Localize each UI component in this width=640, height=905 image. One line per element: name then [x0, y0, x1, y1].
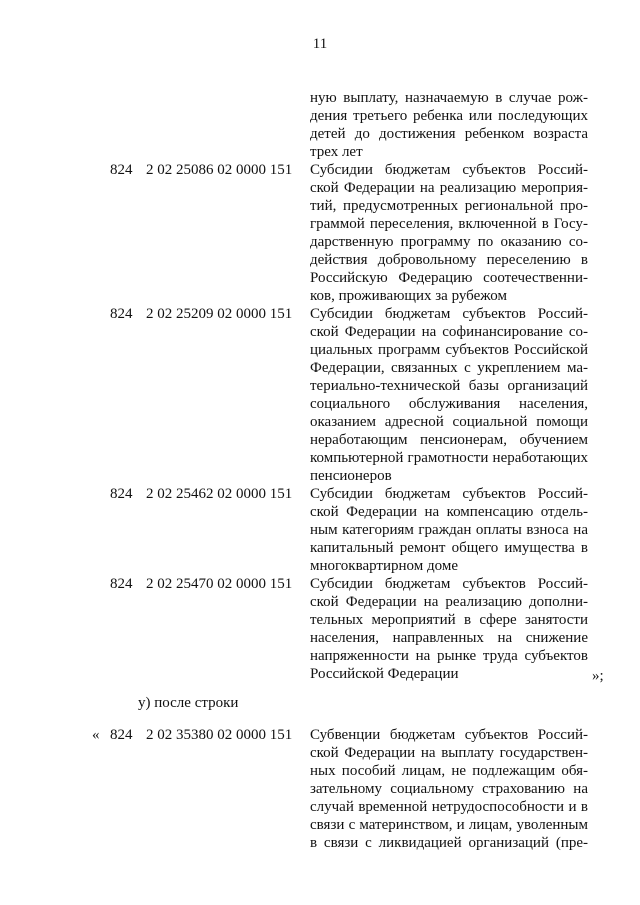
text-line: ской Федерации на реализацию дополни- [310, 594, 588, 610]
text-line: тий, предусмотренных региональной про- [310, 198, 588, 214]
text-line: трех лет [310, 144, 363, 160]
text-line: ской Федерации на выплату государствен- [310, 745, 588, 761]
text-line: ков, проживающих за рубежом [310, 288, 507, 304]
text-line: напряженности на рынке труда субъектов [310, 648, 588, 664]
admin-code: 824 [110, 162, 133, 178]
text-line: Субсидии бюджетам субъектов Россий- [310, 576, 588, 592]
revenue-code: 2 02 25209 02 0000 151 [146, 306, 293, 322]
text-line: случай временной нетрудоспособности и в [310, 799, 588, 815]
text-line: Федерации, связанных с укреплением ма- [310, 360, 588, 376]
opening-quote: « [92, 727, 100, 743]
text-line: дарственную программу по оказанию со- [310, 234, 588, 250]
revenue-code: 2 02 25470 02 0000 151 [146, 576, 293, 592]
admin-code: 824 [110, 727, 133, 743]
text-line: Российской Федерации [310, 666, 459, 682]
text-line: ской Федерации на реализацию мероприя- [310, 180, 588, 196]
text-line: ных пособий лицам, не подлежащим обя- [310, 763, 588, 779]
text-line: зательному социальному страхованию на [310, 781, 588, 797]
admin-code: 824 [110, 486, 133, 502]
text-line: Субвенции бюджетам субъектов Россий- [310, 727, 588, 743]
section-label: у) после строки [138, 695, 239, 711]
text-line: связи с материнством, и лицам, уволенным [310, 817, 588, 833]
text-line: детей до достижения ребенком возраста [310, 126, 588, 142]
text-line: дения третьего ребенка или последующих [310, 108, 588, 124]
revenue-code: 2 02 25086 02 0000 151 [146, 162, 293, 178]
text-line: териально-технической базы организаций [310, 378, 588, 394]
text-line: ным категориям граждан оплаты взноса на [310, 522, 588, 538]
text-line: Субсидии бюджетам субъектов Россий- [310, 162, 588, 178]
text-line: социального обслуживания населения, [310, 396, 588, 412]
text-line: ской Федерации на софинансирование со- [310, 324, 588, 340]
text-line: ской Федерации на компенсацию отдель- [310, 504, 588, 520]
closing-quote: »; [592, 668, 604, 684]
revenue-code: 2 02 25462 02 0000 151 [146, 486, 293, 502]
admin-code: 824 [110, 306, 133, 322]
text-line: действия добровольному переселению в [310, 252, 588, 268]
text-line: многоквартирном доме [310, 558, 458, 574]
text-line: компьютерной грамотности неработающих [310, 450, 588, 466]
admin-code: 824 [110, 576, 133, 592]
text-line: циальных программ субъектов Российской [310, 342, 588, 358]
text-line: капитальный ремонт общего имущества в [310, 540, 588, 556]
text-line: Российскую Федерацию соотечественни- [310, 270, 588, 286]
text-line: Субсидии бюджетам субъектов Россий- [310, 486, 588, 502]
text-line: в связи с ликвидацией организаций (пре- [310, 835, 588, 851]
text-line: ную выплату, назначаемую в случае рож- [310, 90, 588, 106]
text-line: оказанием адресной социальной помощи [310, 414, 588, 430]
text-line: населения, направленных на снижение [310, 630, 588, 646]
revenue-code: 2 02 35380 02 0000 151 [146, 727, 293, 743]
page-number: 11 [312, 36, 328, 52]
text-line: пенсионеров [310, 468, 392, 484]
text-line: Субсидии бюджетам субъектов Россий- [310, 306, 588, 322]
text-line: граммой переселения, включенной в Госу- [310, 216, 588, 232]
text-line: неработающим пенсионерам, обучением [310, 432, 588, 448]
text-line: тельных мероприятий в сфере занятости [310, 612, 588, 628]
